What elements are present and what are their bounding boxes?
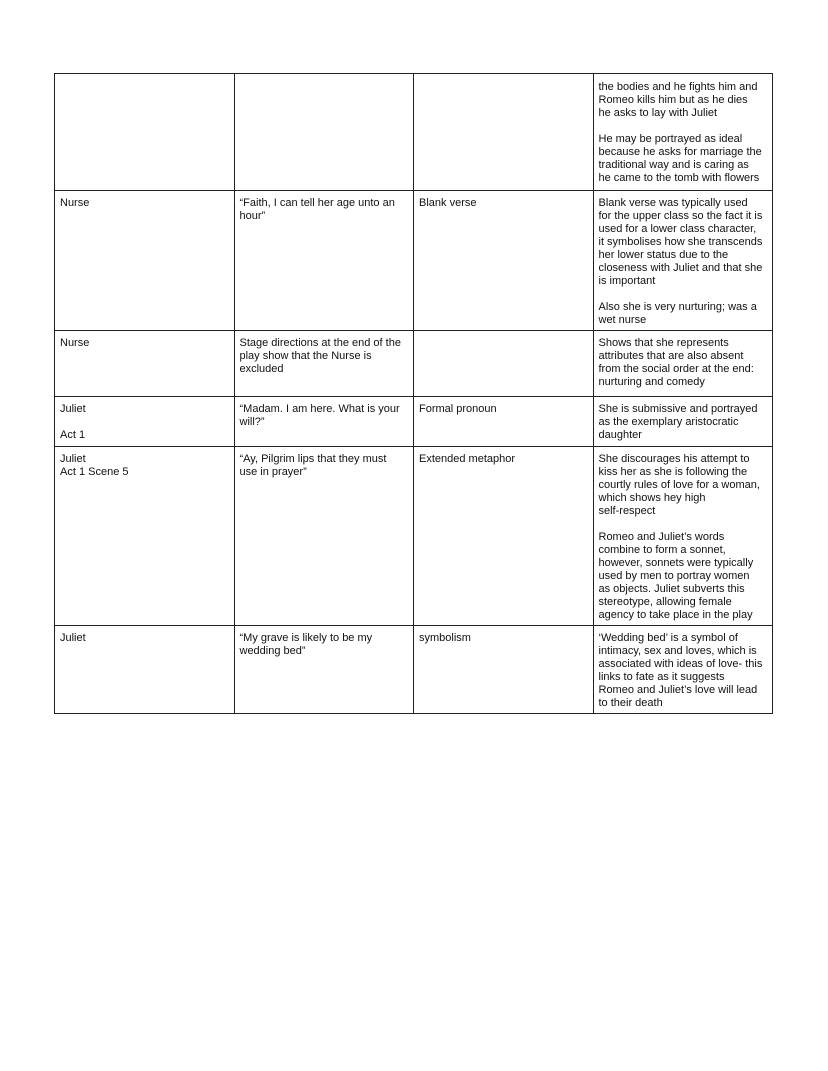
quote-cell: “Ay, Pilgrim lips that they must use in prayer”: [234, 447, 414, 626]
analysis-cell: She is submissive and portrayed as the exemplary aristocratic daughter: [593, 397, 773, 447]
quote-cell: “Faith, I can tell her age unto an hour”: [234, 191, 414, 331]
character-cell: Nurse: [55, 191, 235, 331]
analysis-cell: ‘Wedding bed’ is a symbol of intimacy, sex and loves, which is associated with ideas of love- this links to fate as it suggests Romeo and Juliet’s love will lead to their death: [593, 626, 773, 714]
analysis-cell: She discourages his attempt to kiss her as she is following the courtly rules of love for a woman, which shows hey high self-respect Romeo and Juliet’s words combine to form a sonnet, however, sonnets were typically used by men to portray women as objects. Juliet subverts this stereotype, allowing female agency to take place in the play: [593, 447, 773, 626]
character-cell: Juliet: [55, 626, 235, 714]
analysis-cell: Blank verse was typically used for the upper class so the fact it is used for a lower class character, it symbolises how she transcends her lower status due to the closeness with Juliet and that she is important Also she is very nurturing; was a wet nurse: [593, 191, 773, 331]
character-cell: Nurse: [55, 331, 235, 397]
quote-cell: Stage directions at the end of the play show that the Nurse is excluded: [234, 331, 414, 397]
technique-cell: Formal pronoun: [414, 397, 594, 447]
analysis-table: [54, 73, 773, 714]
table-row: [55, 626, 773, 714]
quote-cell: [234, 74, 414, 191]
quote-cell: “My grave is likely to be my wedding bed”: [234, 626, 414, 714]
table-row: [55, 74, 773, 191]
table-row: [55, 331, 773, 397]
character-cell: Juliet Act 1 Scene 5: [55, 447, 235, 626]
character-cell: Juliet Act 1: [55, 397, 235, 447]
technique-cell: [414, 74, 594, 191]
table-row: [55, 397, 773, 447]
technique-cell: Blank verse: [414, 191, 594, 331]
analysis-cell: Shows that she represents attributes that are also absent from the social order at the end: nurturing and comedy: [593, 331, 773, 397]
quote-cell: “Madam. I am here. What is your will?”: [234, 397, 414, 447]
character-cell: [55, 74, 235, 191]
analysis-cell: the bodies and he fights him and Romeo kills him but as he dies he asks to lay with Juliet He may be portrayed as ideal because he asks for marriage the traditional way and is caring as he came to the tomb with flowers: [593, 74, 773, 191]
technique-cell: [414, 331, 594, 397]
technique-cell: Extended metaphor: [414, 447, 594, 626]
table-row: [55, 447, 773, 626]
technique-cell: symbolism: [414, 626, 594, 714]
table-row: [55, 191, 773, 331]
